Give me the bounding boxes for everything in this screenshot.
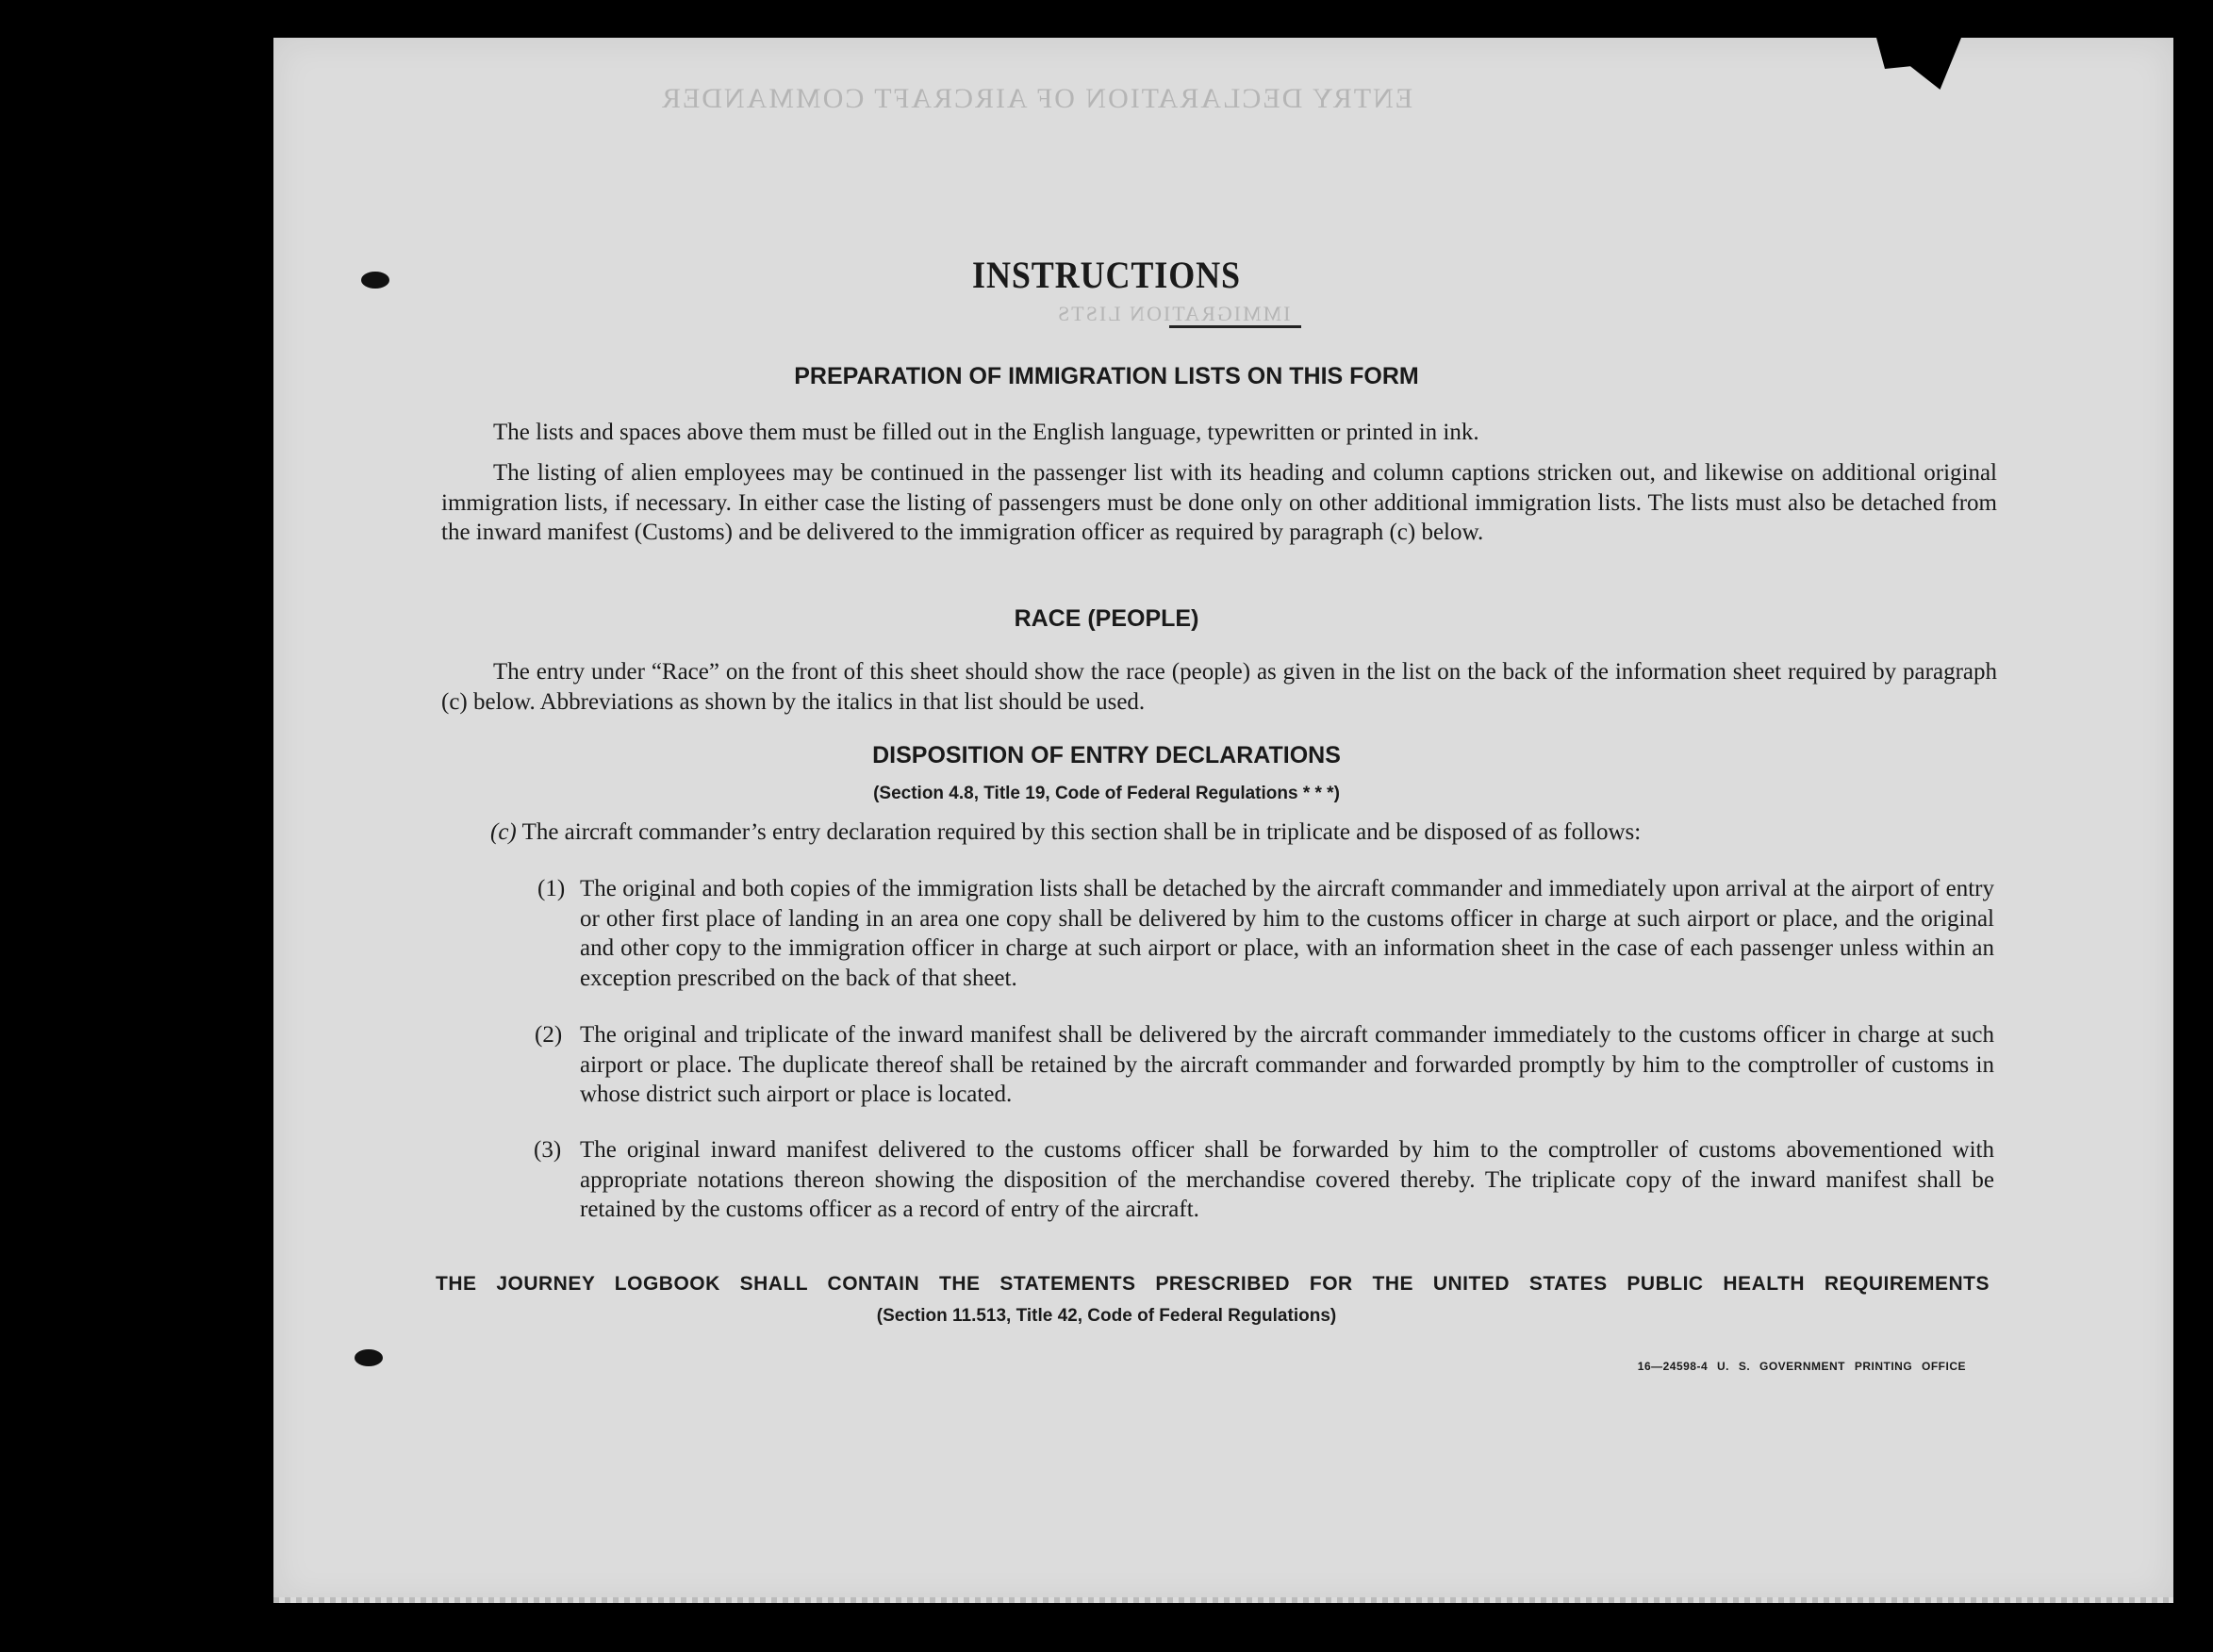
disposition-intro bbox=[490, 818, 1999, 848]
preparation-paragraph-1: The lists and spaces above them must be filled out in the English language, typewritten or printed in ink. bbox=[493, 420, 1479, 445]
item-number: (1) bbox=[537, 876, 566, 901]
page-title: INSTRUCTIONS bbox=[972, 254, 1241, 296]
race-paragraph: The entry under “Race” on the front of this sheet should show the race (people) as given in the list on the back of the information sheet required by paragraph (c) below. Abbreviations as shown by the italics in that list should be used. bbox=[441, 659, 1997, 715]
printing-office-footer: 16—24598-4 U. S. GOVERNMENT PRINTING OFFICE bbox=[1637, 1360, 1966, 1373]
journey-citation: (Section 11.513, Title 42, Code of Federal Regulations) bbox=[876, 1306, 1337, 1326]
disposition-item-3 bbox=[534, 1135, 1994, 1225]
item-text: The original and both copies of the immigration lists shall be detached by the aircraft commander and immediately upon arrival at the airport of entry or other first place of landing in an area one copy shall be delivered by him to the customs officer in charge at such airport or place, and the original and other copy to the immigration officer in charge at such airport or place, with an information sheet in the case of each passenger unless within an exception prescribed on the back of that sheet. bbox=[580, 876, 1994, 991]
intro-text: The aircraft commander’s entry declaration required by this section shall be in triplicate and be disposed of as follows: bbox=[521, 819, 1642, 845]
disposition-item-2 bbox=[535, 1020, 1994, 1110]
journey-logbook-statement: THE JOURNEY LOGBOOK SHALL CONTAIN THE STATEMENTS PRESCRIBED FOR THE UNITED STATES PUBLIC HEALTH REQUIREMENTS bbox=[436, 1273, 1990, 1295]
bleed-through-text: IMMIGRATION LISTS bbox=[1056, 302, 1291, 325]
item-number: (2) bbox=[535, 1022, 563, 1048]
title-underline bbox=[1169, 325, 1301, 328]
intro-label: (c) bbox=[490, 819, 517, 845]
disposition-item-1 bbox=[537, 874, 1994, 993]
preparation-paragraph-2: The listing of alien employees may be continued in the passenger list with its heading and column captions stricken out, and likewise on additional original immigration lists, if necessary. In either case the listing of passengers must be done only on other additional immigration lists. The lists must also be detached from the inward manifest (Customs) and be delivered to the immigration officer as required by paragraph (c) below. bbox=[441, 460, 1997, 545]
bleed-through-text: ENTRY DECLARATION OF AIRCRAFT COMMANDER bbox=[660, 83, 1413, 114]
item-text: The original inward manifest delivered to the customs officer shall be forwarded by him to the comptroller of customs abovementioned with appropriate notations thereon showing the disposition of the merchandise covered thereby. The triplicate copy of the inward manifest shall be retained by the customs officer as a record of entry of the aircraft. bbox=[580, 1137, 1994, 1222]
race-heading: RACE (PEOPLE) bbox=[1014, 605, 1199, 632]
item-text: The original and triplicate of the inward manifest shall be delivered by the aircraft commander immediately to the customs officer in charge at such airport or place. The duplicate thereof shall be retained by the aircraft commander and forwarded promptly by him to the comptroller of customs in whose district such airport or place is located. bbox=[580, 1022, 1994, 1107]
preparation-heading: PREPARATION OF IMMIGRATION LISTS ON THIS FORM bbox=[794, 363, 1419, 389]
disposition-citation: (Section 4.8, Title 19, Code of Federal Regulations * * *) bbox=[873, 784, 1340, 803]
disposition-heading: DISPOSITION OF ENTRY DECLARATIONS bbox=[872, 742, 1341, 768]
item-number: (3) bbox=[534, 1137, 562, 1163]
